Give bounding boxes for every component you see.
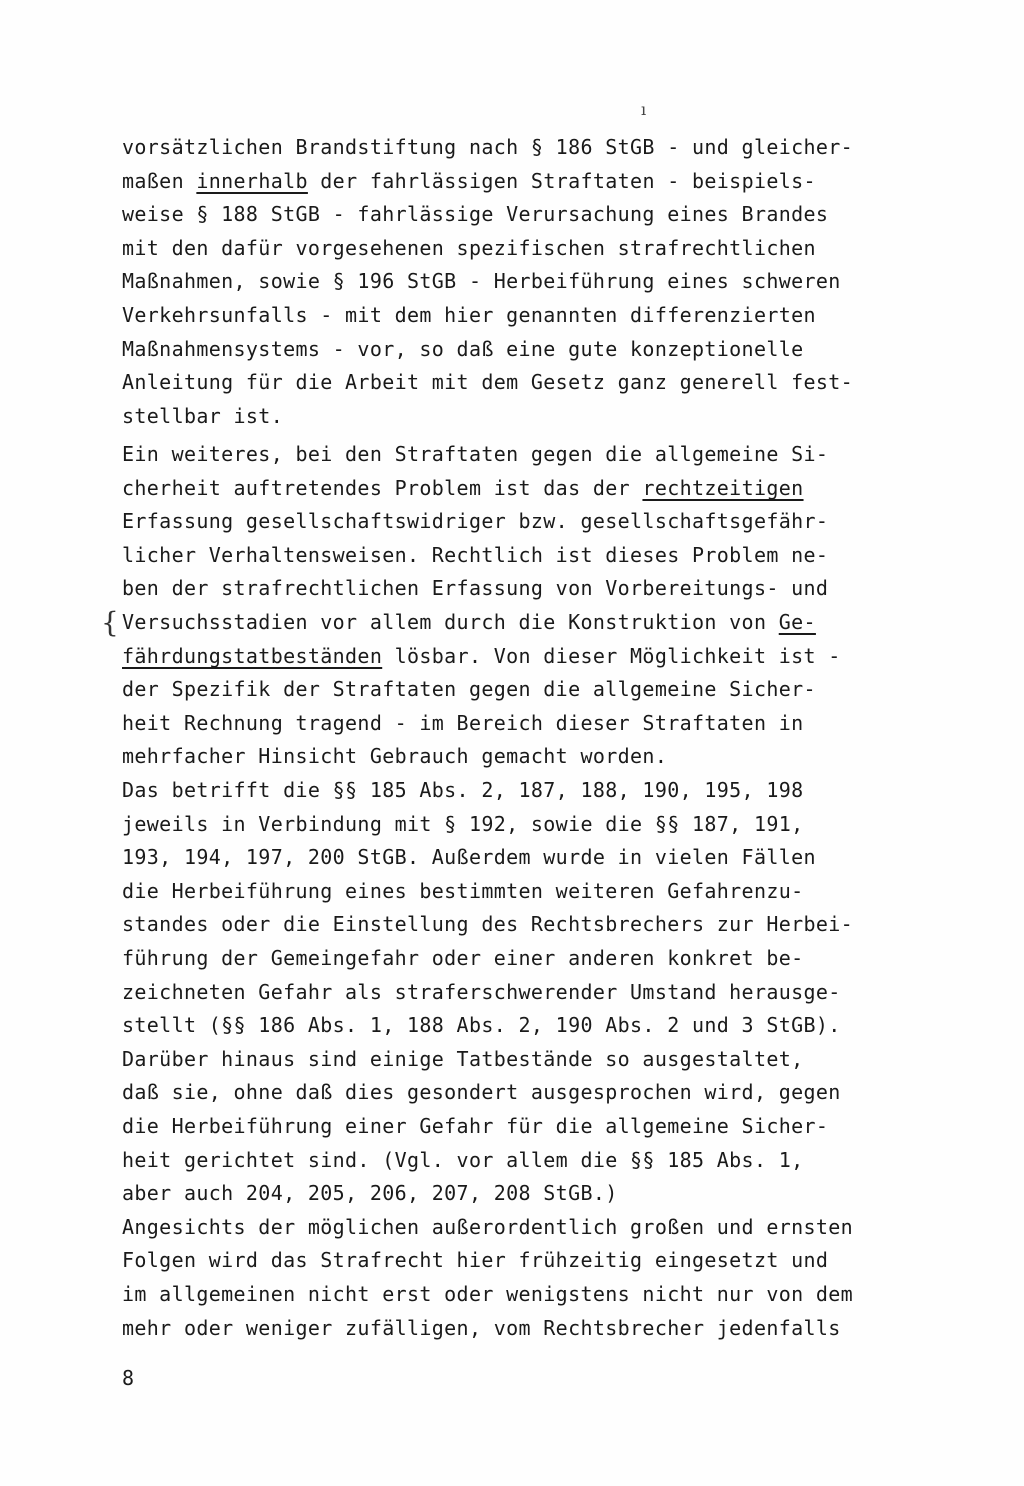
text-segment: 193, 194, 197, 200 StGB. Außerdem wurde in vielen Fällen xyxy=(122,845,816,869)
text-segment: Maßnahmensystems - vor, so daß eine gute konzeptionelle xyxy=(122,337,804,361)
text-segment: standes oder die Einstellung des Rechtsbrechers zur Herbei- xyxy=(122,912,854,936)
text-line xyxy=(122,333,922,366)
text-segment: lösbar. Von dieser Möglichkeit ist - xyxy=(382,644,841,668)
text-line xyxy=(122,606,922,639)
text-segment: die Herbeiführung eines bestimmten weiteren Gefahrenzu- xyxy=(122,879,804,903)
text-line xyxy=(122,1177,922,1210)
text-segment: heit gerichtet sind. (Vgl. vor allem die §§ 185 Abs. 1, xyxy=(122,1148,804,1172)
text-segment: Maßnahmen, sowie § 196 StGB - Herbeiführung eines schweren xyxy=(122,269,841,293)
text-segment: licher Verhaltensweisen. Rechtlich ist dieses Problem ne- xyxy=(122,543,829,567)
text-segment: im allgemeinen nicht erst oder wenigstens nicht nur von dem xyxy=(122,1282,854,1306)
text-segment: maßen xyxy=(122,169,197,193)
text-segment: Verkehrsunfalls - mit dem hier genannten differenzierten xyxy=(122,303,816,327)
text-segment: Das betrifft die §§ 185 Abs. 2, 187, 188, 190, 195, 198 xyxy=(122,778,804,802)
text-segment: Ein weiteres, bei den Straftaten gegen die allgemeine Si- xyxy=(122,442,829,466)
text-line xyxy=(122,774,922,807)
underlined-text: fährdungstatbeständen xyxy=(122,644,383,668)
text-line xyxy=(122,366,922,399)
text-segment: der fahrlässigen Straftaten - beispiels- xyxy=(307,169,816,193)
text-line xyxy=(122,640,922,673)
text-line xyxy=(122,1278,922,1311)
text-segment: stellbar ist. xyxy=(122,404,284,428)
text-line xyxy=(122,198,922,231)
text-line xyxy=(122,808,922,841)
text-segment: mehr oder weniger zufälligen, vom Rechtsbrecher jedenfalls xyxy=(122,1316,841,1340)
text-segment: jeweils in Verbindung mit § 192, sowie die §§ 187, 191, xyxy=(122,812,804,836)
text-line xyxy=(122,673,922,706)
page-number: 8 xyxy=(122,1366,135,1390)
text-line xyxy=(122,976,922,1009)
text-line xyxy=(122,942,922,975)
text-line xyxy=(122,505,922,538)
text-line xyxy=(122,1110,922,1143)
text-line xyxy=(122,472,922,505)
text-segment: vorsätzlichen Brandstiftung nach § 186 StGB - und gleicher- xyxy=(122,135,854,159)
text-line xyxy=(122,707,922,740)
text-line xyxy=(122,299,922,332)
text-segment: weise § 188 StGB - fahrlässige Verursachung eines Brandes xyxy=(122,202,829,226)
text-segment: cherheit auftretendes Problem ist das der xyxy=(122,476,643,500)
text-line xyxy=(122,131,922,164)
text-line xyxy=(122,438,922,471)
text-line xyxy=(122,841,922,874)
text-line xyxy=(122,1312,922,1345)
text-segment: stellt (§§ 186 Abs. 1, 188 Abs. 2, 190 Abs. 2 und 3 StGB). xyxy=(122,1013,841,1037)
text-line xyxy=(122,908,922,941)
text-line xyxy=(122,1009,922,1042)
text-line xyxy=(122,875,922,908)
text-segment: Folgen wird das Strafrecht hier frühzeitig eingesetzt und xyxy=(122,1248,829,1272)
text-segment: Versuchsstadien vor allem durch die Konstruktion von xyxy=(122,610,779,634)
text-segment: führung der Gemeingefahr oder einer anderen konkret be- xyxy=(122,946,804,970)
text-line xyxy=(122,740,922,773)
text-segment: Angesichts der möglichen außerordentlich großen und ernsten xyxy=(122,1215,854,1239)
text-segment: ben der strafrechtlichen Erfassung von Vorbereitungs- und xyxy=(122,576,829,600)
text-line xyxy=(122,265,922,298)
text-line xyxy=(122,165,922,198)
text-line xyxy=(122,1043,922,1076)
text-line xyxy=(122,1244,922,1277)
text-segment: heit Rechnung tragend - im Bereich dieser Straftaten in xyxy=(122,711,804,735)
text-segment: zeichneten Gefahr als straferschwerender Umstand herausge- xyxy=(122,980,841,1004)
text-segment: Anleitung für die Arbeit mit dem Gesetz ganz generell fest- xyxy=(122,370,854,394)
margin-tick-mark: ı xyxy=(641,100,647,119)
text-segment: Erfassung gesellschaftswidriger bzw. gesellschaftsgefähr- xyxy=(122,509,829,533)
text-segment: die Herbeiführung einer Gefahr für die allgemeine Sicher- xyxy=(122,1114,829,1138)
text-segment: Darüber hinaus sind einige Tatbestände so ausgestaltet, xyxy=(122,1047,804,1071)
text-line xyxy=(122,1211,922,1244)
text-line xyxy=(122,1076,922,1109)
underlined-text: innerhalb xyxy=(196,169,308,193)
text-segment: mehrfacher Hinsicht Gebrauch gemacht worden. xyxy=(122,744,668,768)
margin-brace-mark: { xyxy=(101,606,119,639)
text-line xyxy=(122,232,922,265)
text-segment: der Spezifik der Straftaten gegen die allgemeine Sicher- xyxy=(122,677,816,701)
text-line xyxy=(122,1144,922,1177)
text-line xyxy=(122,572,922,605)
text-line xyxy=(122,400,922,433)
text-line xyxy=(122,539,922,572)
text-segment: daß sie, ohne daß dies gesondert ausgesprochen wird, gegen xyxy=(122,1080,841,1104)
text-segment: mit den dafür vorgesehenen spezifischen strafrechtlichen xyxy=(122,236,816,260)
underlined-text: rechtzeitigen xyxy=(642,476,804,500)
underlined-text: Ge- xyxy=(778,610,816,634)
text-segment: aber auch 204, 205, 206, 207, 208 StGB.) xyxy=(122,1181,618,1205)
